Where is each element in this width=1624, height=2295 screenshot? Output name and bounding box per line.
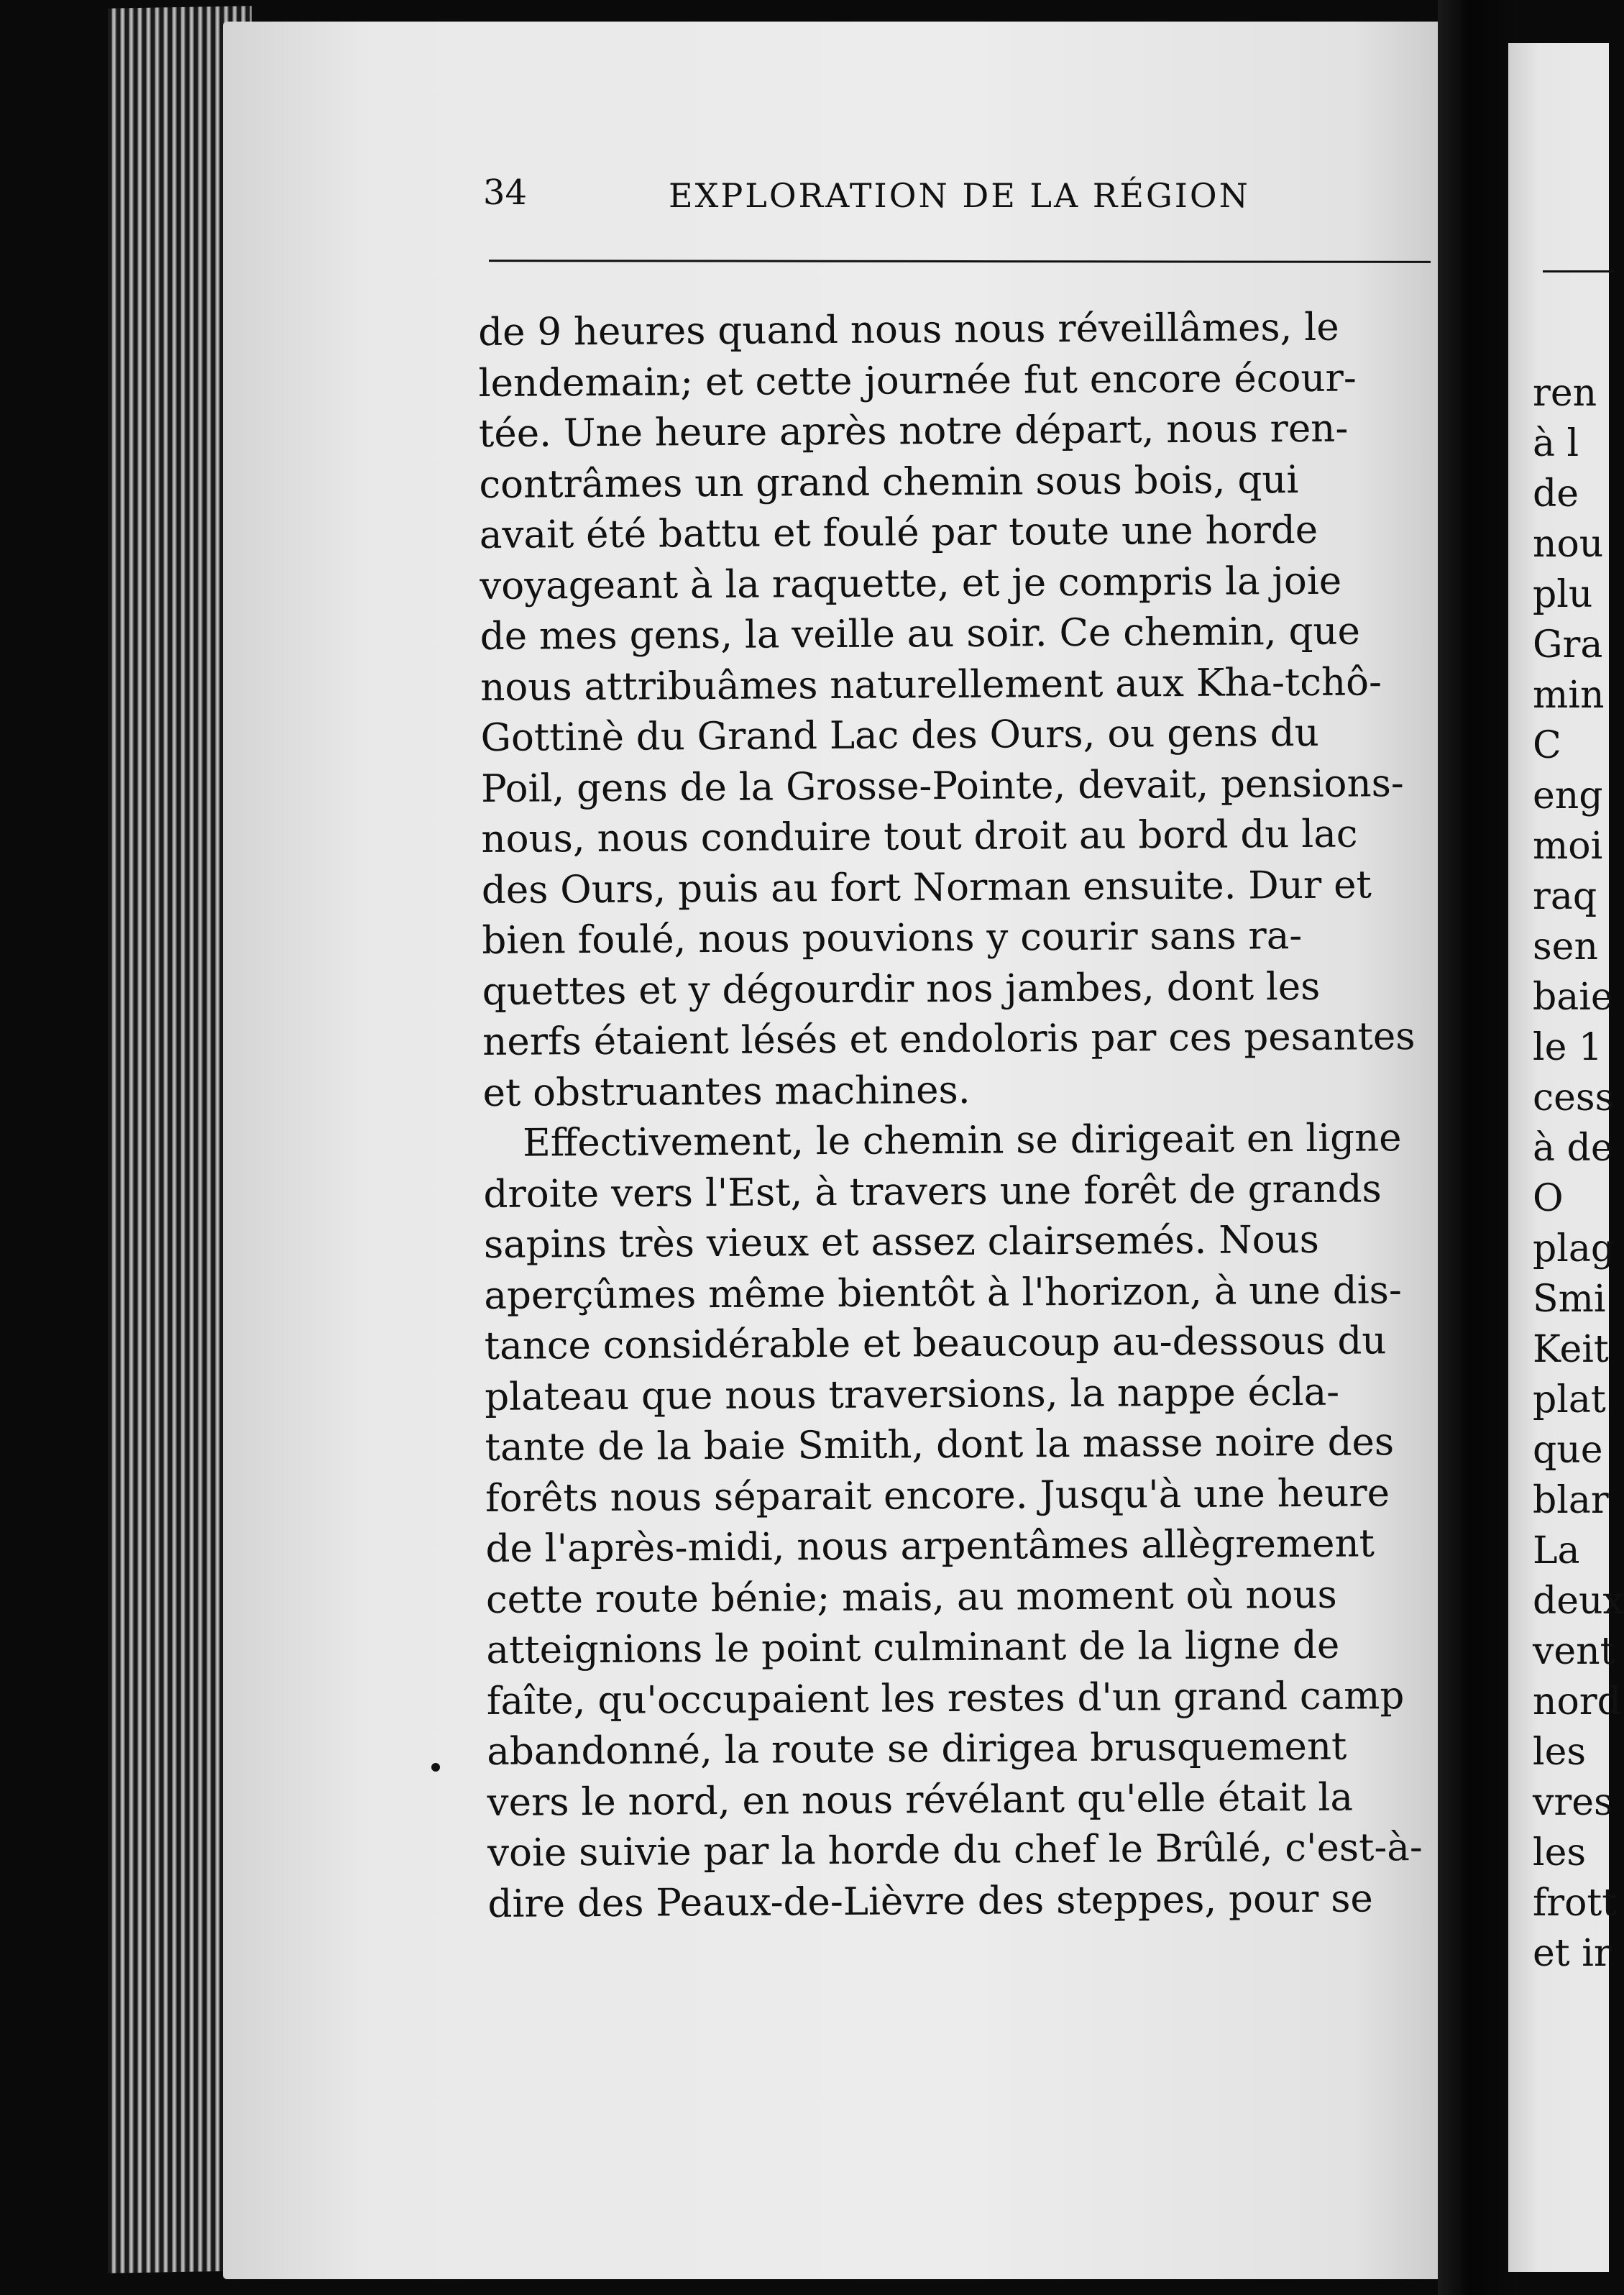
facing-line: C <box>1533 724 1561 767</box>
facing-line: eng <box>1533 774 1603 817</box>
text-line: quettes et y dégourdir nos jambes, dont les <box>482 964 1321 1014</box>
facing-line: plat <box>1533 1378 1606 1421</box>
facing-line: La <box>1533 1529 1580 1572</box>
paragraph-start-line: Effectivement, le chemin se dirigeait en ligne <box>522 1116 1402 1165</box>
text-line: contrâmes un grand chemin sous bois, qui <box>479 457 1299 507</box>
facing-line: O <box>1533 1177 1564 1220</box>
facing-line: vent <box>1533 1630 1615 1673</box>
text-line: dire des Peaux-de-Lièvre des steppes, pour se <box>487 1876 1373 1926</box>
facing-line: plag <box>1533 1227 1615 1270</box>
facing-line: les <box>1533 1731 1587 1774</box>
facing-line: à de <box>1533 1127 1613 1170</box>
facing-line: vres <box>1533 1781 1613 1824</box>
facing-line: sen <box>1533 925 1598 968</box>
facing-line: blar <box>1533 1479 1609 1522</box>
facing-line: deux <box>1533 1580 1624 1623</box>
binding-gutter <box>1438 0 1517 2295</box>
facing-line: Smi <box>1533 1278 1606 1321</box>
body-text <box>478 302 1448 1930</box>
facing-line: frott <box>1533 1882 1618 1925</box>
text-line: sapins très vieux et assez clairsemés. Nous <box>483 1217 1320 1267</box>
text-line: de 9 heures quand nous nous réveillâmes, le <box>478 305 1339 354</box>
text-line: bien foulé, nous pouvions y courir sans ra- <box>482 914 1303 963</box>
facing-line: nou <box>1533 523 1604 566</box>
facing-page <box>1508 43 1624 2272</box>
facing-line: Keit <box>1533 1328 1609 1371</box>
running-head: EXPLORATION DE LA RÉGION <box>669 176 1250 215</box>
text-line: nous, nous conduire tout droit au bord du lac <box>481 812 1358 861</box>
facing-line: cess <box>1533 1076 1615 1119</box>
text-line: de mes gens, la veille au soir. Ce chemin, que <box>480 609 1361 659</box>
text-line: abandonné, la route se dirigea brusquement <box>487 1724 1347 1774</box>
text-line: cette route bénie; mais, au moment où nous <box>485 1572 1337 1622</box>
facing-line: ren <box>1533 372 1597 415</box>
facing-page-rule <box>1543 270 1615 272</box>
text-line: aperçûmes même bientôt à l'horizon, à une dis- <box>484 1268 1402 1318</box>
text-line: atteignions le point culminant de la ligne de <box>486 1623 1340 1672</box>
page-number: 34 <box>483 173 528 213</box>
text-line: lendemain; et cette journée fut encore écour- <box>478 356 1357 406</box>
margin-dot <box>431 1763 440 1772</box>
text-line: Poil, gens de la Grosse-Pointe, devait, pensions- <box>480 761 1404 811</box>
facing-line: Gra <box>1533 623 1603 666</box>
text-line: forêts nous séparait encore. Jusqu'à une heure <box>485 1470 1390 1521</box>
facing-line: plu <box>1533 573 1593 616</box>
text-line: faîte, qu'occupaient les restes d'un grand camp <box>486 1673 1405 1723</box>
text-line: tante de la baie Smith, dont la masse noire des <box>485 1420 1395 1470</box>
text-line: des Ours, puis au fort Norman ensuite. Dur et <box>481 862 1372 912</box>
facing-line: et ir <box>1533 1932 1612 1975</box>
text-line: de l'après-midi, nous arpentâmes allègrement <box>485 1521 1375 1571</box>
facing-page-text <box>1533 368 1624 1979</box>
text-line: voie suivie par la horde du chef le Brûlé, c'est-à- <box>487 1826 1423 1875</box>
text-line: tance considérable et beaucoup au-dessous du <box>484 1319 1387 1368</box>
facing-line: min <box>1533 674 1605 717</box>
text-line: Gottinè du Grand Lac des Ours, ou gens du <box>480 710 1319 760</box>
text-line: nerfs étaient lésés et endoloris par ces pesantes <box>482 1014 1416 1064</box>
facing-line: le 1 <box>1533 1026 1603 1069</box>
facing-line: à l <box>1533 422 1579 465</box>
text-line: plateau que nous traversions, la nappe écla- <box>485 1370 1340 1419</box>
text-line: vers le nord, en nous révélant qu'elle était la <box>487 1775 1354 1825</box>
facing-line: que <box>1533 1429 1603 1472</box>
facing-line: nord <box>1533 1680 1621 1723</box>
facing-line: baie <box>1533 976 1613 1019</box>
text-line: nous attribuâmes naturellement aux Kha-tchô- <box>480 659 1382 710</box>
text-line: tée. Une heure après notre départ, nous ren- <box>478 406 1349 456</box>
text-line: avait été battu et foulé par toute une horde <box>479 508 1318 557</box>
text-line: et obstruantes machines. <box>482 1068 971 1115</box>
text-line: droite vers l'Est, à travers une forêt de grands <box>483 1166 1382 1217</box>
facing-line: moi <box>1533 825 1603 868</box>
facing-line: les <box>1533 1831 1587 1874</box>
text-line: voyageant à la raquette, et je compris la joie <box>480 559 1342 608</box>
facing-line: de <box>1533 472 1579 516</box>
facing-line: raq <box>1533 875 1597 918</box>
